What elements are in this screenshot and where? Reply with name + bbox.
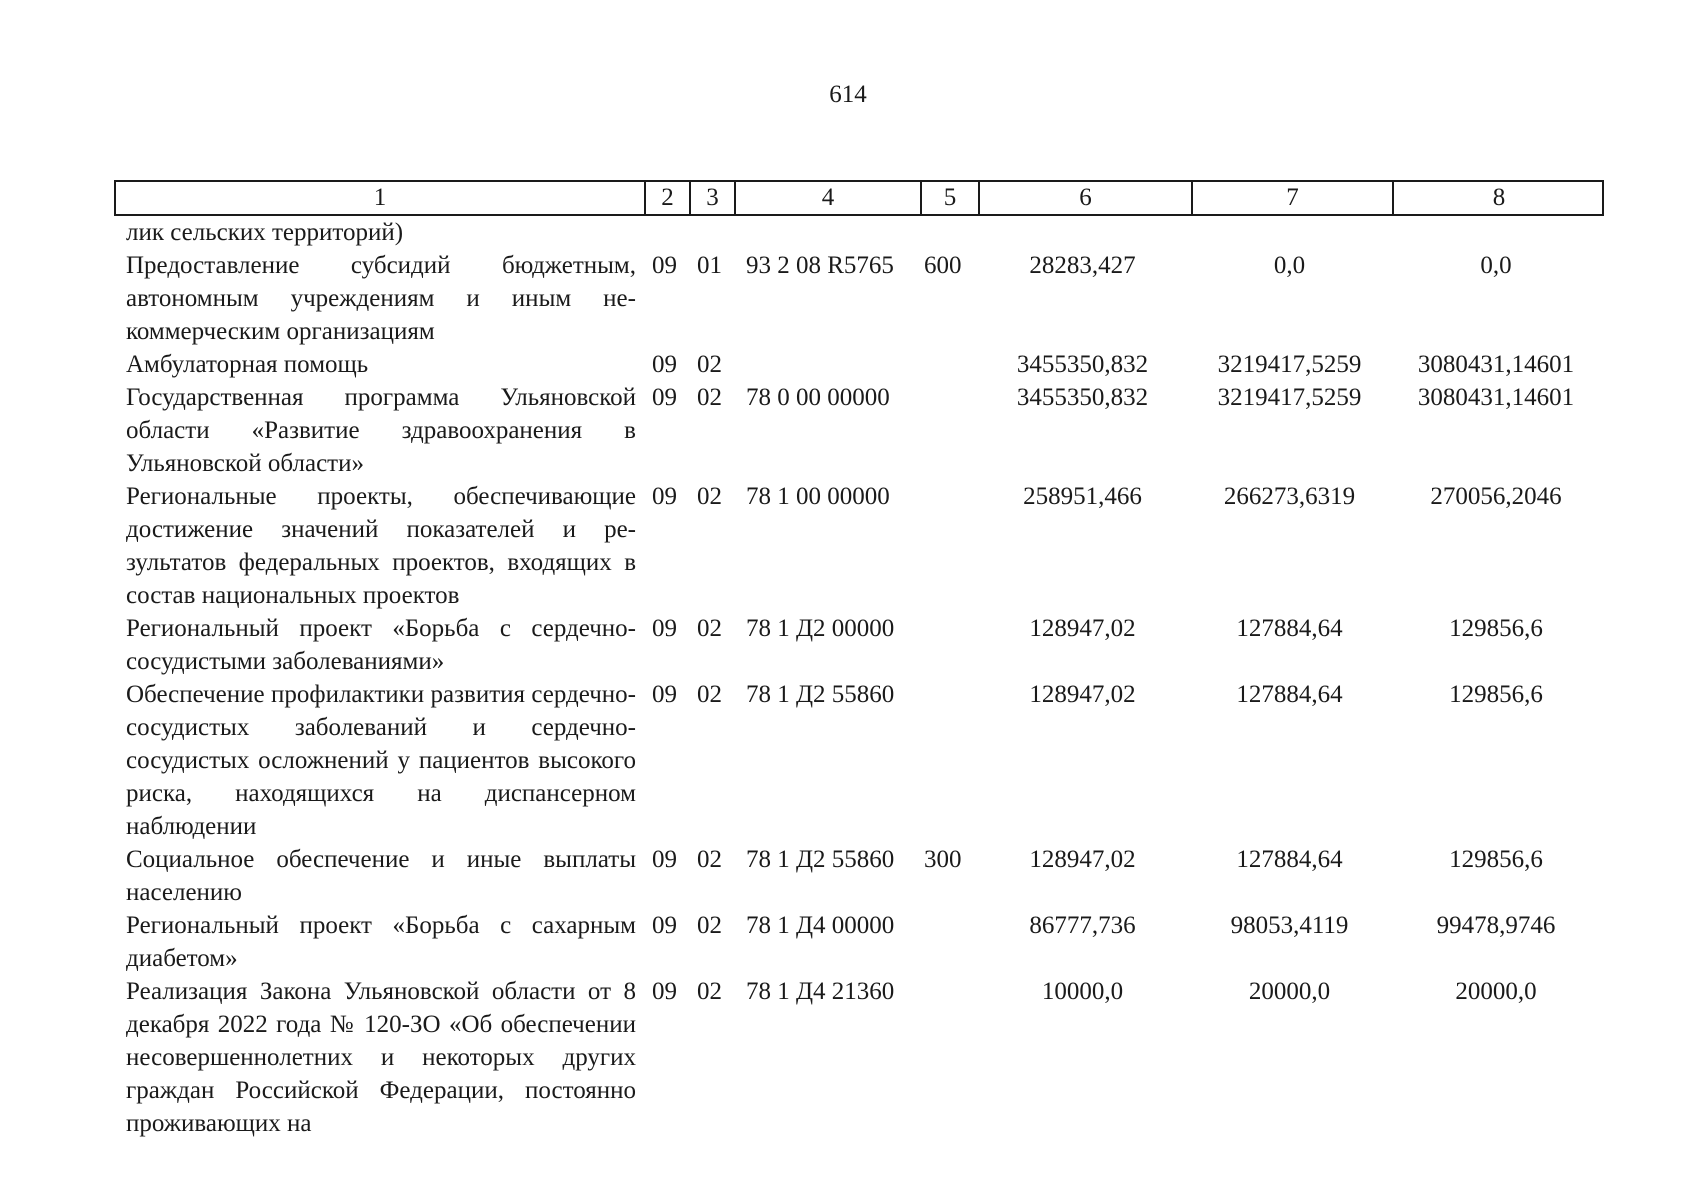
row-amount-col7: 127884,64 <box>1236 846 1343 873</box>
row-target-code: 78 1 Д4 00000 <box>746 912 895 939</box>
row-amount-col6: 258951,466 <box>1023 483 1142 510</box>
row-subsection: 02 <box>697 846 722 873</box>
row-amount-col7: 3219417,5259 <box>1217 351 1362 378</box>
row-subsection: 02 <box>697 351 722 378</box>
row-amount-col6: 86777,736 <box>1029 912 1136 939</box>
row-name: Предоставление субсидий бюджетным, автономным учреждениям и иным некоммерческим организациям <box>126 252 636 345</box>
row-target-code <box>732 216 918 249</box>
row-amount-col6 <box>976 216 1189 249</box>
row-section: 09 <box>652 351 677 378</box>
row-name: Социальное обеспечение и иные выплаты населению <box>126 846 636 906</box>
header-col-3: 3 <box>689 182 734 214</box>
header-col-4: 4 <box>734 182 920 214</box>
row-section: 09 <box>652 681 677 708</box>
row-subsection: 02 <box>697 681 722 708</box>
row-amount-col8: 129856,6 <box>1449 681 1543 708</box>
row-expense-type <box>918 909 976 975</box>
row-name: лик сельских территорий) <box>126 219 404 246</box>
table-row <box>114 216 1604 249</box>
table-row <box>114 909 1604 975</box>
row-expense-type <box>918 216 976 249</box>
row-amount-col7: 20000,0 <box>1248 978 1331 1005</box>
table-row <box>114 612 1604 678</box>
row-subsection: 02 <box>697 384 722 411</box>
table-row <box>114 480 1604 612</box>
header-col-1: 1 <box>373 184 387 211</box>
row-amount-col8: 270056,2046 <box>1430 483 1562 510</box>
table-row <box>114 975 1604 1140</box>
row-section: 09 <box>652 483 677 510</box>
header-col-8: 8 <box>1392 182 1604 214</box>
row-amount-col8: 129856,6 <box>1449 846 1543 873</box>
row-amount-col8 <box>1390 216 1602 249</box>
row-target-code: 78 1 Д2 55860 <box>746 681 895 708</box>
row-section: 09 <box>652 978 677 1005</box>
row-amount-col6: 3455350,832 <box>1016 351 1149 378</box>
row-section: 09 <box>652 252 677 279</box>
row-target-code: 93 2 08 R5765 <box>746 252 894 279</box>
row-section: 09 <box>652 384 677 411</box>
row-target-code <box>732 348 918 381</box>
row-amount-col6: 128947,02 <box>1029 615 1136 642</box>
row-amount-col7: 0,0 <box>1273 252 1306 279</box>
table-row <box>114 348 1604 381</box>
row-amount-col7: 3219417,5259 <box>1217 384 1362 411</box>
row-target-code: 78 1 Д2 55860 <box>746 846 895 873</box>
header-col-5: 5 <box>920 182 978 214</box>
row-amount-col7: 266273,6319 <box>1223 483 1356 510</box>
row-amount-col6: 10000,0 <box>1041 978 1124 1005</box>
row-subsection: 02 <box>697 615 722 642</box>
row-amount-col7: 127884,64 <box>1236 681 1343 708</box>
row-name: Государственная программа Ульяновской области «Развитие здравоохранения в Ульяновской области» <box>126 384 636 477</box>
row-expense-type <box>918 612 976 678</box>
table-body <box>114 216 1604 1140</box>
row-subsection <box>687 216 732 249</box>
row-expense-type <box>918 381 976 480</box>
row-section <box>642 216 687 249</box>
table-row <box>114 249 1604 348</box>
row-subsection: 02 <box>697 978 722 1005</box>
header-col-7: 7 <box>1191 182 1392 214</box>
row-amount-col6: 128947,02 <box>1029 846 1136 873</box>
header-col-2: 2 <box>644 182 689 214</box>
row-name: Амбулаторная помощь <box>126 351 369 378</box>
row-subsection: 01 <box>697 252 722 279</box>
row-section: 09 <box>652 912 677 939</box>
row-expense-type <box>918 348 976 381</box>
table-row <box>114 381 1604 480</box>
page-number: 614 <box>829 81 867 108</box>
row-amount-col6: 128947,02 <box>1029 681 1136 708</box>
row-name: Региональные проекты, обеспечивающие достижение значений показателей и результатов федеральных проектов, входящих в состав национальных проектов <box>126 483 636 609</box>
row-amount-col6: 28283,427 <box>1029 252 1136 279</box>
header-col-6: 6 <box>978 182 1191 214</box>
row-expense-type: 600 <box>924 252 962 279</box>
row-target-code: 78 1 Д4 21360 <box>746 978 895 1005</box>
row-section: 09 <box>652 846 677 873</box>
row-amount-col7 <box>1189 216 1390 249</box>
row-amount-col6: 3455350,832 <box>1016 384 1149 411</box>
table-row <box>114 843 1604 909</box>
row-subsection: 02 <box>697 483 722 510</box>
row-target-code: 78 0 00 00000 <box>746 384 890 411</box>
row-expense-type <box>918 975 976 1140</box>
row-target-code: 78 1 Д2 00000 <box>746 615 895 642</box>
row-name: Региональный проект «Борьба с сахарным диабетом» <box>126 912 636 972</box>
row-name: Обеспечение профилактики развития сердечно-сосудистых заболеваний и сердечно-сосудистых осложнений у пациентов высокого риска, находящихся на диспансерном наблюдении <box>126 681 636 840</box>
table-row <box>114 678 1604 843</box>
row-amount-col8: 3080431,14601 <box>1417 384 1575 411</box>
budget-table <box>114 180 1604 1140</box>
table-header-row <box>114 180 1604 216</box>
row-amount-col8: 3080431,14601 <box>1417 351 1575 378</box>
row-subsection: 02 <box>697 912 722 939</box>
row-amount-col8: 99478,9746 <box>1436 912 1556 939</box>
row-expense-type <box>918 678 976 843</box>
row-amount-col7: 98053,4119 <box>1230 912 1349 939</box>
row-expense-type: 300 <box>924 846 962 873</box>
row-amount-col7: 127884,64 <box>1236 615 1343 642</box>
row-name: Реализация Закона Ульяновской области от 8 декабря 2022 года № 120-ЗО «Об обеспечении несовершеннолетних и некоторых других граждан Российской Федерации, постоянно проживающих на <box>126 978 636 1137</box>
row-section: 09 <box>652 615 677 642</box>
row-amount-col8: 129856,6 <box>1449 615 1543 642</box>
row-expense-type <box>918 480 976 612</box>
row-target-code: 78 1 00 00000 <box>746 483 890 510</box>
row-amount-col8: 20000,0 <box>1455 978 1537 1005</box>
row-name: Региональный проект «Борьба с сердечно-сосудистыми заболеваниями» <box>126 615 636 675</box>
row-amount-col8: 0,0 <box>1480 252 1512 279</box>
